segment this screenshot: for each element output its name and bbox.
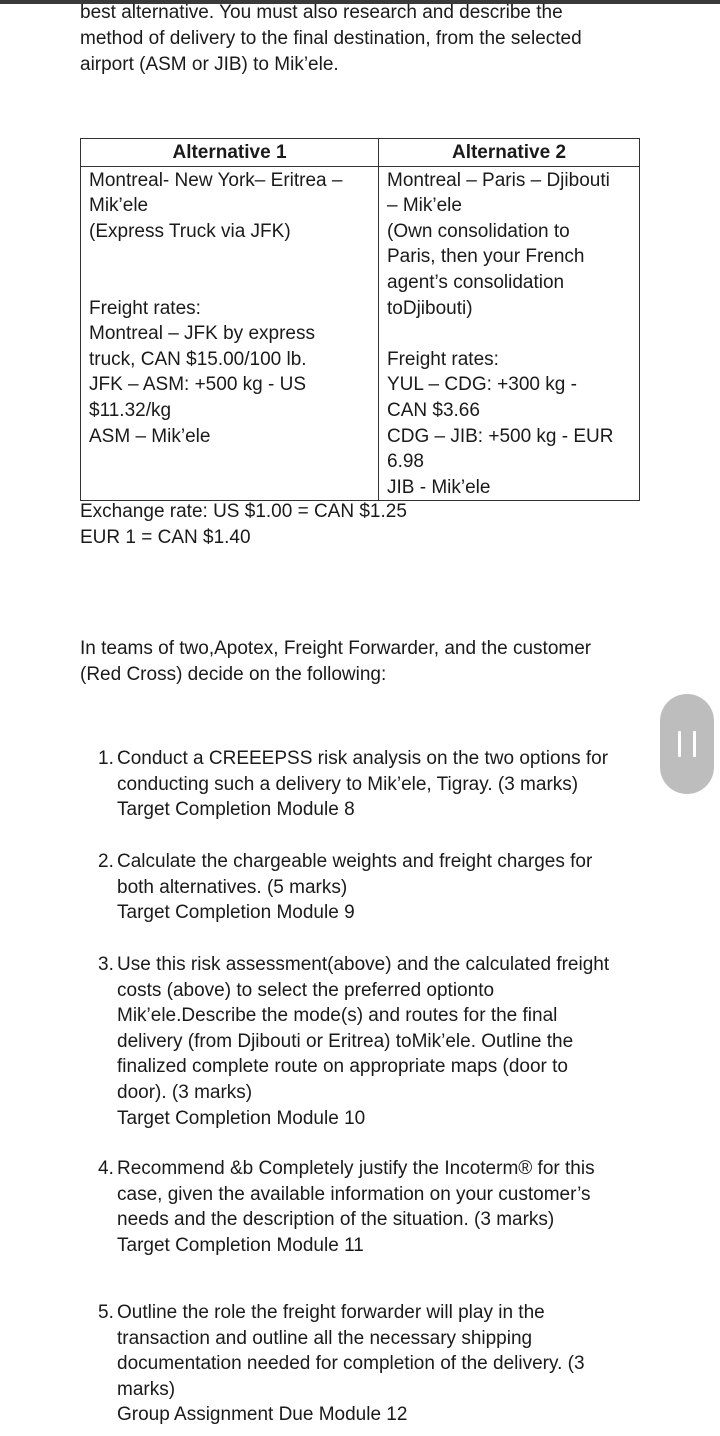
intro-line: airport (ASM or JIB) to Mik’ele. — [80, 54, 339, 75]
alt1-rates-line: $11.32/kg — [89, 399, 172, 421]
intro-line: best alternative. You must also research and describe the — [80, 2, 563, 23]
task-line: Target Completion Module 11 — [117, 1234, 364, 1256]
exchange-rate-eur: EUR 1 = CAN $1.40 — [80, 527, 251, 548]
alt2-rates-line: 6.98 — [387, 451, 424, 473]
task-line: documentation needed for completion of the delivery. (3 — [117, 1353, 585, 1375]
intro-line: method of delivery to the final destination, from the selected — [80, 28, 582, 49]
alternative-2-cell — [379, 166, 640, 501]
task-number: 1. — [98, 748, 114, 769]
task-line: door). (3 marks) — [117, 1081, 253, 1103]
task-line: Target Completion Module 8 — [117, 799, 355, 821]
alt2-route-line: Montreal – Paris – Djibouti — [387, 169, 610, 191]
task-line: needs and the description of the situation. (3 marks) — [117, 1209, 555, 1231]
alt2-route-line: agent’s consolidation — [387, 271, 565, 293]
task-line: both alternatives. (5 marks) — [117, 876, 348, 898]
task-line: Mik’ele.Describe the mode(s) and routes for the final — [117, 1005, 558, 1027]
task-number: 4. — [98, 1158, 114, 1179]
task-line: Use this risk assessment(above) and the calculated freight — [117, 954, 610, 975]
header-alternative-2: Alternative 2 — [379, 139, 640, 167]
table-row — [81, 166, 640, 501]
task-line: Conduct a CREEEPSS risk analysis on the two options for — [117, 748, 609, 769]
alt1-route-line: Montreal- New York– Eritrea – — [89, 169, 343, 191]
task-line: transaction and outline all the necessary shipping — [117, 1327, 533, 1349]
alt2-rates-line: YUL – CDG: +300 kg - — [387, 374, 577, 396]
task-line: delivery (from Djibouti or Eritrea) toMik’ele. Outline the — [117, 1030, 574, 1052]
alt1-rates-line: ASM – Mik’ele — [89, 425, 211, 447]
alt2-rates-line: CAN $3.66 — [387, 399, 480, 421]
task-number: 2. — [98, 851, 114, 872]
alt1-rates-line: truck, CAN $15.00/100 lb. — [89, 348, 307, 370]
task-line: finalized complete route on appropriate maps (door to — [117, 1056, 568, 1078]
alt1-rates-line: Freight rates: — [89, 297, 201, 319]
teams-paragraph — [80, 636, 660, 688]
teams-line: (Red Cross) decide on the following: — [80, 664, 387, 685]
table-header-row — [81, 139, 640, 167]
task-line: Target Completion Module 10 — [117, 1107, 366, 1129]
alt2-route-line: (Own consolidation to — [387, 220, 570, 242]
intro-paragraph — [80, 0, 640, 78]
alt2-rates-line: JIB - Mik’ele — [387, 476, 491, 498]
task-number: 5. — [98, 1302, 114, 1323]
alternatives-table — [80, 138, 640, 501]
alt1-route-line: (Express Truck via JFK) — [89, 220, 291, 242]
alt1-rates-line: Montreal – JFK by express — [89, 323, 315, 345]
task-line: conducting such a delivery to Mik’ele, Tigray. (3 marks) — [117, 773, 579, 795]
alt2-rates-line: Freight rates: — [387, 348, 499, 370]
alt2-route-line: – Mik’ele — [387, 195, 462, 217]
task-line: case, given the available information on your customer’s — [117, 1183, 591, 1205]
exchange-rate-usd: Exchange rate: US $1.00 = CAN $1.25 — [80, 501, 407, 522]
scroll-handle[interactable] — [660, 694, 714, 794]
task-line: Outline the role the freight forwarder will play in the — [117, 1302, 545, 1323]
alt2-route-line: toDjibouti) — [387, 297, 473, 319]
teams-line: In teams of two,Apotex, Freight Forwarder, and the customer — [80, 638, 592, 659]
task-line: costs (above) to select the preferred optionto — [117, 979, 495, 1001]
pause-bars-icon — [678, 731, 696, 757]
exchange-rates — [80, 499, 407, 551]
task-line: Group Assignment Due Module 12 — [117, 1404, 408, 1426]
alt2-route-line: Paris, then your French — [387, 246, 585, 268]
alt1-rates-line: JFK – ASM: +500 kg - US — [89, 374, 307, 396]
task-line: Recommend &b Completely justify the Incoterm® for this — [117, 1158, 595, 1179]
alternative-1-cell — [81, 166, 379, 501]
task-line: Target Completion Module 9 — [117, 902, 355, 924]
task-line: Calculate the chargeable weights and freight charges for — [117, 851, 593, 872]
alt2-rates-line: CDG – JIB: +500 kg - EUR — [387, 425, 614, 447]
alt1-route-line: Mik’ele — [89, 195, 149, 217]
task-line: marks) — [117, 1378, 176, 1400]
header-alternative-1: Alternative 1 — [81, 139, 379, 167]
task-number: 3. — [98, 954, 114, 975]
